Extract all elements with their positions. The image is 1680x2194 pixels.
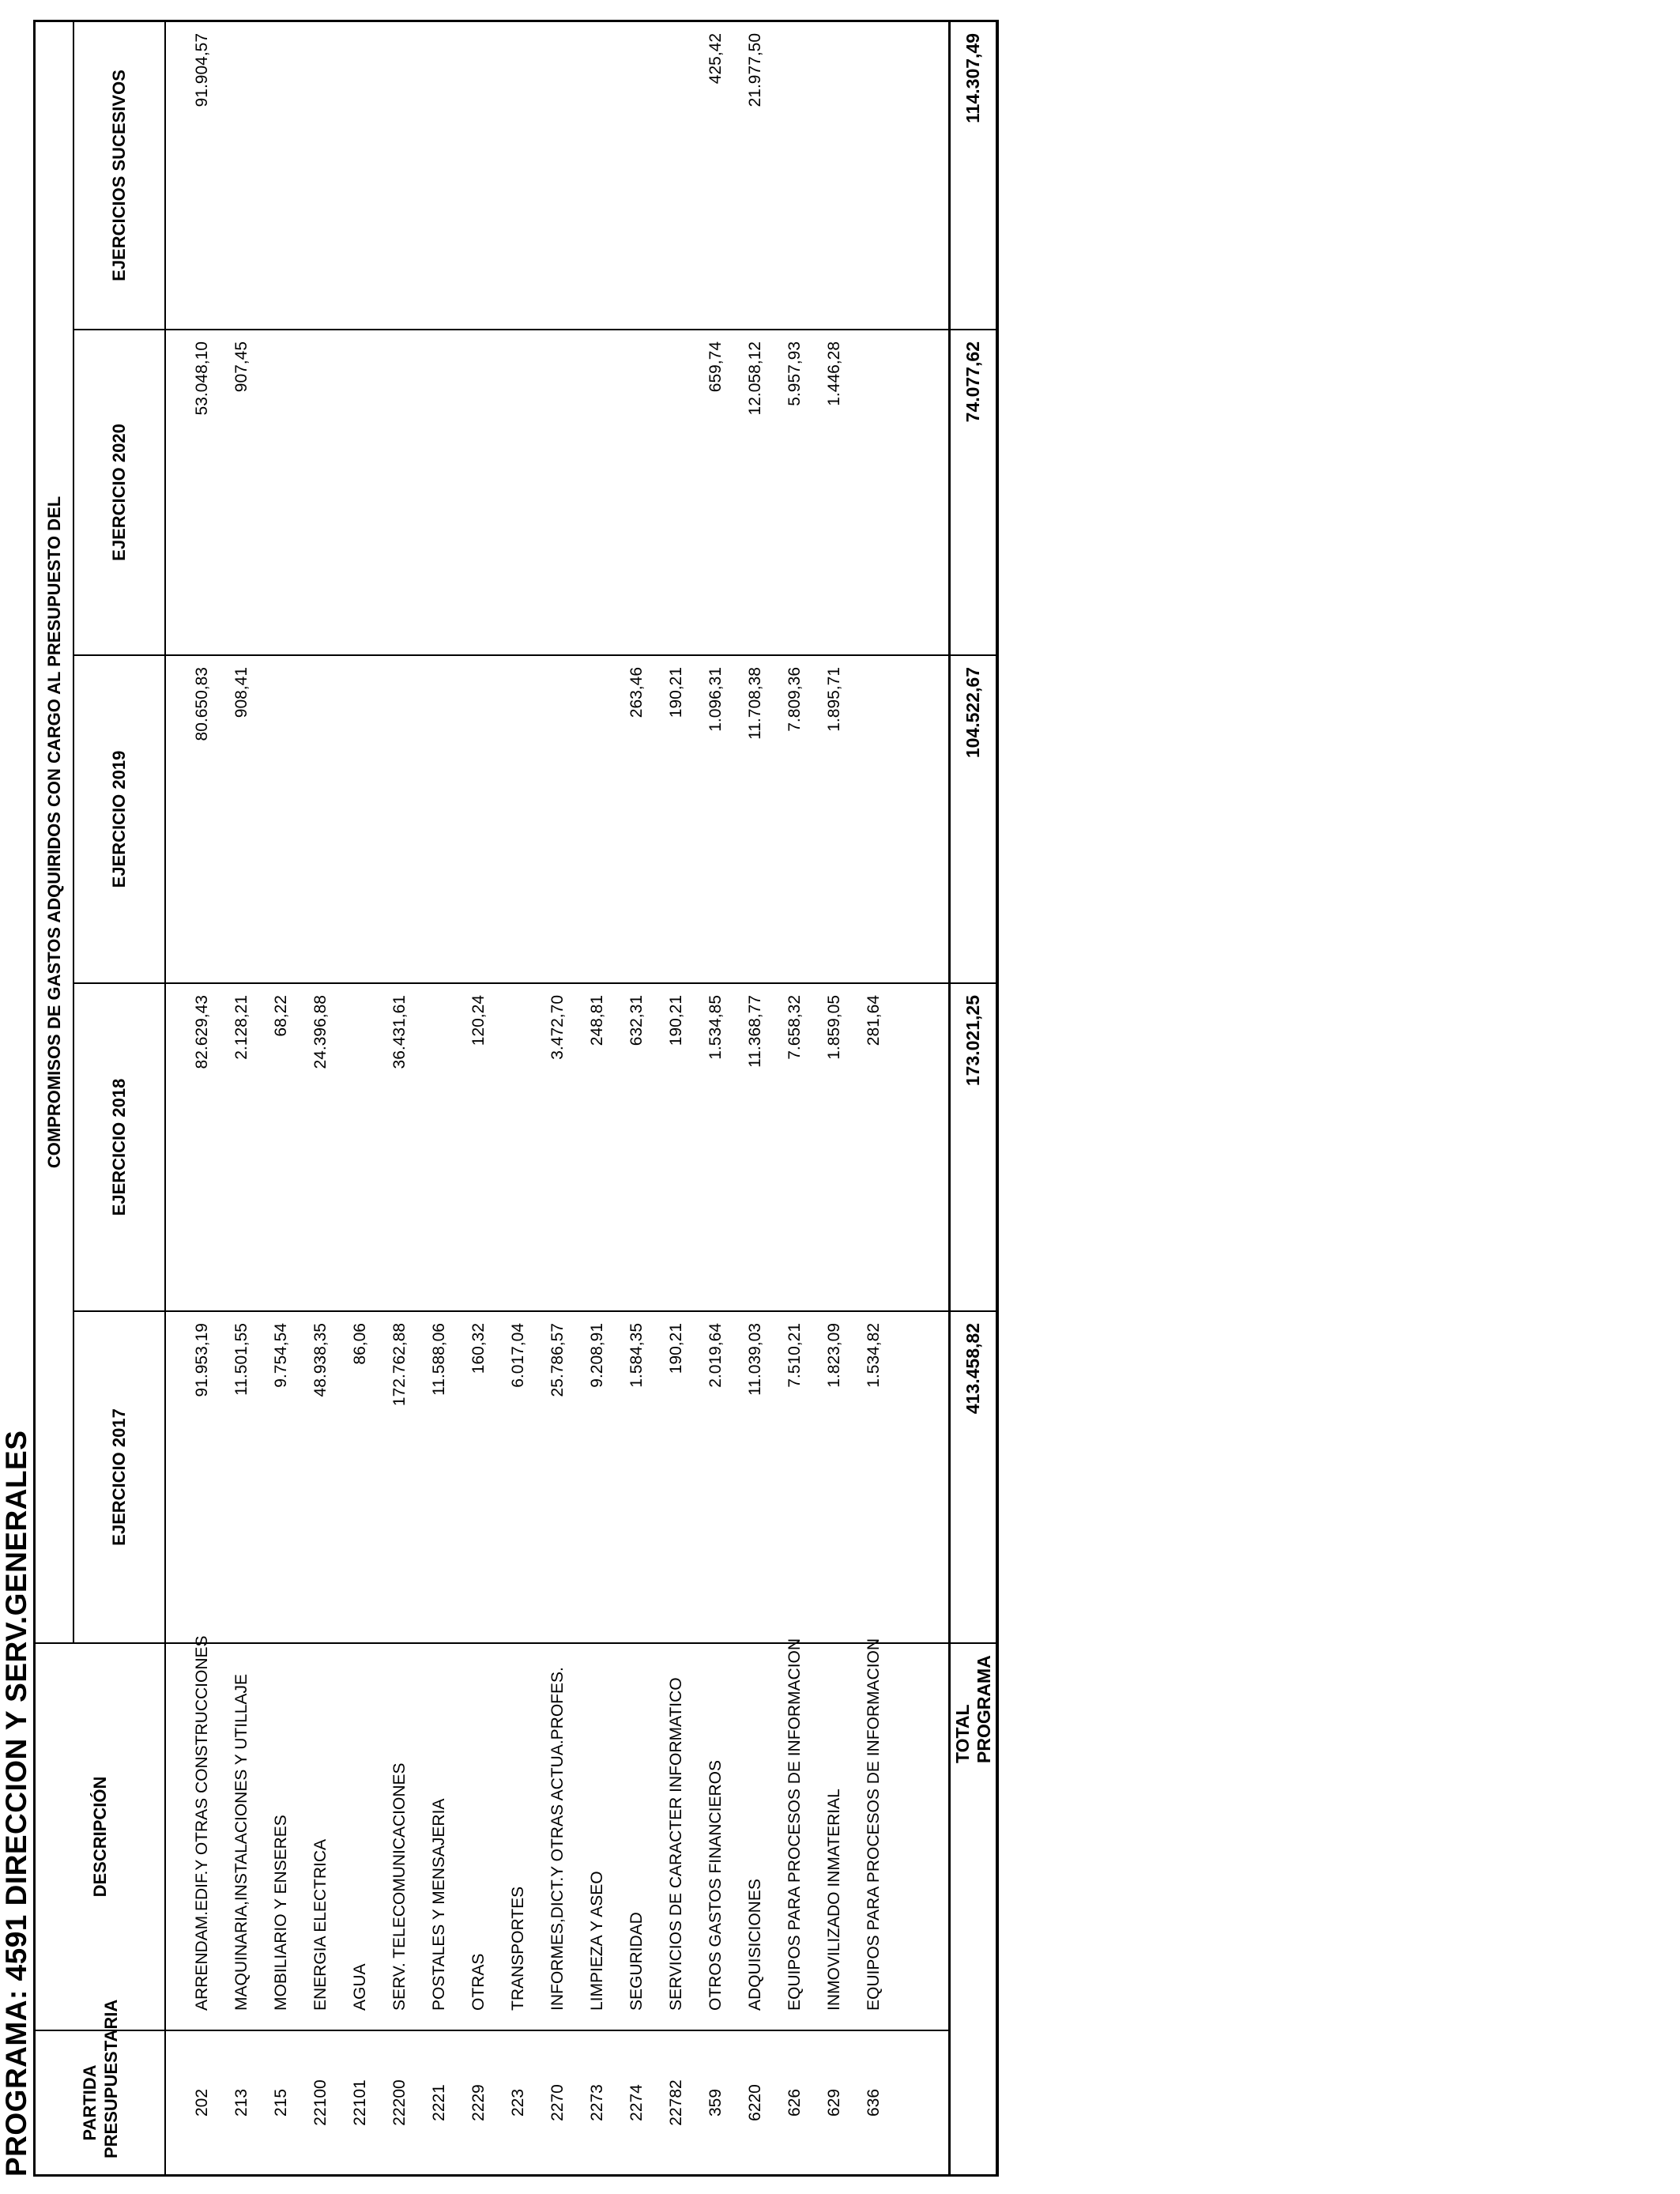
cell-ej2020: 659,74 — [696, 330, 736, 655]
total-row — [951, 22, 996, 2174]
cell-ej2020 — [657, 330, 696, 655]
cell-descripcion: INFORMES,DICT.Y OTRAS ACTUA.PROFES. — [538, 1643, 578, 2030]
page-title: PROGRAMA: 4591 DIRECCION Y SERV.GENERALES — [0, 1430, 32, 2177]
table-row — [420, 22, 459, 2174]
cell-ej2017: 48.938,35 — [301, 1311, 341, 1643]
header-group: COMPROMISOS DE GASTOS ADQUIRIDOS CON CARGO AL PRESUPUESTO DEL — [36, 22, 73, 1643]
cell-partida: 22200 — [390, 2079, 409, 2126]
cell-ej2019 — [341, 655, 380, 983]
cell-partida: 6220 — [746, 2084, 764, 2121]
cell-sucesivos — [420, 22, 459, 330]
header-ej2017: EJERCICIO 2017 — [73, 1311, 165, 1643]
cell-ej2020 — [578, 330, 617, 655]
cell-descripcion: AGUA — [341, 1643, 380, 2030]
cell-ej2017: 11.501,55 — [222, 1311, 262, 1643]
cell-ej2019 — [262, 655, 301, 983]
budget-table-frame — [33, 20, 999, 2177]
cell-partida: 223 — [509, 2088, 527, 2117]
cell-ej2020 — [420, 330, 459, 655]
cell-descripcion: SEGURIDAD — [617, 1643, 657, 2030]
header-ej2018: EJERCICIO 2018 — [73, 983, 165, 1311]
cell-ej2019 — [854, 655, 894, 983]
cell-ej2018: 68,22 — [262, 983, 301, 1311]
cell-ej2020 — [538, 330, 578, 655]
cell-ej2018: 281,64 — [854, 983, 894, 1311]
cell-sucesivos — [459, 22, 499, 330]
cell-ej2019 — [538, 655, 578, 983]
cell-descripcion: ENERGIA ELECTRICA — [301, 1643, 341, 2030]
cell-descripcion: POSTALES Y MENSAJERIA — [420, 1643, 459, 2030]
cell-ej2018: 11.368,77 — [736, 983, 775, 1311]
cell-partida: 629 — [825, 2088, 843, 2117]
cell-ej2018: 3.472,70 — [538, 983, 578, 1311]
table-row — [301, 22, 341, 2174]
cell-ej2017: 9.208,91 — [578, 1311, 617, 1643]
cell-descripcion: SERV. TELECOMUNICACIONES — [380, 1643, 420, 2030]
cell-ej2020 — [301, 330, 341, 655]
cell-sucesivos — [222, 22, 262, 330]
cell-partida: 215 — [272, 2088, 290, 2117]
cell-ej2020 — [459, 330, 499, 655]
cell-ej2020 — [617, 330, 657, 655]
budget-table — [36, 22, 999, 2174]
cell-ej2019 — [380, 655, 420, 983]
cell-ej2018: 120,24 — [459, 983, 499, 1311]
cell-sucesivos: 425,42 — [696, 22, 736, 330]
cell-partida: 626 — [785, 2088, 804, 2117]
cell-partida: 22782 — [667, 2079, 685, 2126]
cell-descripcion: ADQUISICIONES — [736, 1643, 775, 2030]
cell-ej2019: 1.096,31 — [696, 655, 736, 983]
cell-ej2017: 11.588,06 — [420, 1311, 459, 1643]
cell-sucesivos — [657, 22, 696, 330]
cell-descripcion: OTRAS — [459, 1643, 499, 2030]
cell-ej2018: 7.658,32 — [775, 983, 815, 1311]
cell-sucesivos — [301, 22, 341, 330]
cell-ej2018 — [341, 983, 380, 1311]
cell-ej2019: 11.708,38 — [736, 655, 775, 983]
table-row — [617, 22, 657, 2174]
cell-ej2020: 1.446,28 — [815, 330, 854, 655]
cell-ej2017: 1.823,09 — [815, 1311, 854, 1643]
total-ej2019: 104.522,67 — [951, 655, 996, 983]
cell-partida: 213 — [232, 2088, 250, 2117]
table-row — [183, 22, 222, 2174]
table-row — [815, 22, 854, 2174]
cell-ej2017: 1.584,35 — [617, 1311, 657, 1643]
cell-ej2020: 12.058,12 — [736, 330, 775, 655]
cell-descripcion: OTROS GASTOS FINANCIEROS — [696, 1643, 736, 2030]
cell-sucesivos — [815, 22, 854, 330]
cell-partida: 2270 — [548, 2084, 567, 2121]
cell-ej2019 — [459, 655, 499, 983]
cell-ej2017: 86,06 — [341, 1311, 380, 1643]
header-ej2019: EJERCICIO 2019 — [73, 655, 165, 983]
cell-ej2019 — [578, 655, 617, 983]
cell-sucesivos — [341, 22, 380, 330]
cell-ej2018: 632,31 — [617, 983, 657, 1311]
cell-ej2020: 5.957,93 — [775, 330, 815, 655]
cell-descripcion: LIMPIEZA Y ASEO — [578, 1643, 617, 2030]
table-row — [262, 22, 301, 2174]
total-sucesivos: 114.307,49 — [951, 22, 996, 330]
cell-ej2018: 24.396,88 — [301, 983, 341, 1311]
table-row — [657, 22, 696, 2174]
cell-sucesivos — [578, 22, 617, 330]
cell-partida: 2229 — [469, 2084, 488, 2121]
cell-ej2017: 9.754,54 — [262, 1311, 301, 1643]
cell-sucesivos: 21.977,50 — [736, 22, 775, 330]
cell-descripcion: INMOVILIZADO INMATERIAL — [815, 1643, 854, 2030]
cell-ej2017: 160,32 — [459, 1311, 499, 1643]
cell-partida: 359 — [706, 2088, 725, 2117]
header-descripcion: DESCRIPCIÓN — [36, 1643, 165, 2030]
cell-ej2020: 53.048,10 — [183, 330, 222, 655]
cell-ej2019: 1.895,71 — [815, 655, 854, 983]
cell-ej2017: 91.953,19 — [183, 1311, 222, 1643]
cell-ej2020: 907,45 — [222, 330, 262, 655]
cell-ej2018: 248,81 — [578, 983, 617, 1311]
total-ej2017: 413.458,82 — [951, 1311, 996, 1643]
cell-ej2019 — [301, 655, 341, 983]
cell-ej2018: 1.534,85 — [696, 983, 736, 1311]
cell-partida: 2274 — [627, 2084, 646, 2121]
cell-ej2018 — [499, 983, 538, 1311]
cell-sucesivos — [617, 22, 657, 330]
header-partida: PARTIDA PRESUPUESTARIA — [36, 2030, 165, 2174]
table-row — [222, 22, 262, 2174]
cell-partida: 22101 — [351, 2079, 369, 2126]
cell-ej2020 — [262, 330, 301, 655]
cell-ej2018: 2.128,21 — [222, 983, 262, 1311]
header-sucesivos: EJERCICIOS SUCESIVOS — [73, 22, 165, 330]
cell-ej2017: 25.786,57 — [538, 1311, 578, 1643]
total-row-frame — [948, 20, 998, 2177]
cell-ej2017: 190,21 — [657, 1311, 696, 1643]
cell-ej2017: 7.510,21 — [775, 1311, 815, 1643]
cell-ej2019: 7.809,36 — [775, 655, 815, 983]
cell-partida: 636 — [864, 2088, 883, 2117]
cell-ej2018: 36.431,61 — [380, 983, 420, 1311]
cell-ej2019: 908,41 — [222, 655, 262, 983]
cell-ej2020 — [854, 330, 894, 655]
cell-sucesivos — [854, 22, 894, 330]
cell-descripcion: MAQUINARIA,INSTALACIONES Y UTILLAJE — [222, 1643, 262, 2030]
cell-ej2018: 1.859,05 — [815, 983, 854, 1311]
cell-sucesivos: 91.904,57 — [183, 22, 222, 330]
cell-ej2020 — [380, 330, 420, 655]
cell-descripcion: ARRENDAM.EDIF.Y OTRAS CONSTRUCCIONES — [183, 1643, 222, 2030]
cell-ej2017: 2.019,64 — [696, 1311, 736, 1643]
cell-ej2019 — [499, 655, 538, 983]
cell-sucesivos — [499, 22, 538, 330]
cell-ej2019: 263,46 — [617, 655, 657, 983]
table-row — [578, 22, 617, 2174]
cell-descripcion: MOBILIARIO Y ENSERES — [262, 1643, 301, 2030]
cell-ej2017: 172.762,88 — [380, 1311, 420, 1643]
table-row — [459, 22, 499, 2174]
table-row — [854, 22, 894, 2174]
cell-ej2019: 190,21 — [657, 655, 696, 983]
total-table — [951, 22, 996, 2174]
cell-ej2018 — [420, 983, 459, 1311]
cell-descripcion: EQUIPOS PARA PROCESOS DE INFORMACION — [775, 1643, 815, 2030]
cell-ej2019 — [420, 655, 459, 983]
cell-ej2017: 1.534,82 — [854, 1311, 894, 1643]
table-row — [736, 22, 775, 2174]
cell-ej2018: 82.629,43 — [183, 983, 222, 1311]
cell-descripcion: TRANSPORTES — [499, 1643, 538, 2030]
table-row — [775, 22, 815, 2174]
cell-ej2017: 11.039,03 — [736, 1311, 775, 1643]
cell-ej2020 — [499, 330, 538, 655]
cell-ej2020 — [341, 330, 380, 655]
header-ej2020: EJERCICIO 2020 — [73, 330, 165, 655]
cell-descripcion: EQUIPOS PARA PROCESOS DE INFORMACION — [854, 1643, 894, 2030]
cell-ej2019: 80.650,83 — [183, 655, 222, 983]
table-row — [696, 22, 736, 2174]
cell-sucesivos — [380, 22, 420, 330]
cell-sucesivos — [775, 22, 815, 330]
cell-descripcion: SERVICIOS DE CARACTER INFORMATICO — [657, 1643, 696, 2030]
cell-partida: 202 — [193, 2088, 211, 2117]
cell-sucesivos — [538, 22, 578, 330]
cell-ej2017: 6.017,04 — [499, 1311, 538, 1643]
total-ej2020: 74.077,62 — [951, 330, 996, 655]
total-ej2018: 173.021,25 — [951, 983, 996, 1311]
table-row — [499, 22, 538, 2174]
table-row — [380, 22, 420, 2174]
cell-partida: 2221 — [430, 2084, 448, 2121]
table-row — [341, 22, 380, 2174]
cell-sucesivos — [262, 22, 301, 330]
cell-partida: 2273 — [588, 2084, 606, 2121]
total-label: TOTAL PROGRAMA — [951, 1655, 994, 1763]
cell-partida: 22100 — [311, 2079, 330, 2126]
cell-ej2018: 190,21 — [657, 983, 696, 1311]
table-row — [538, 22, 578, 2174]
